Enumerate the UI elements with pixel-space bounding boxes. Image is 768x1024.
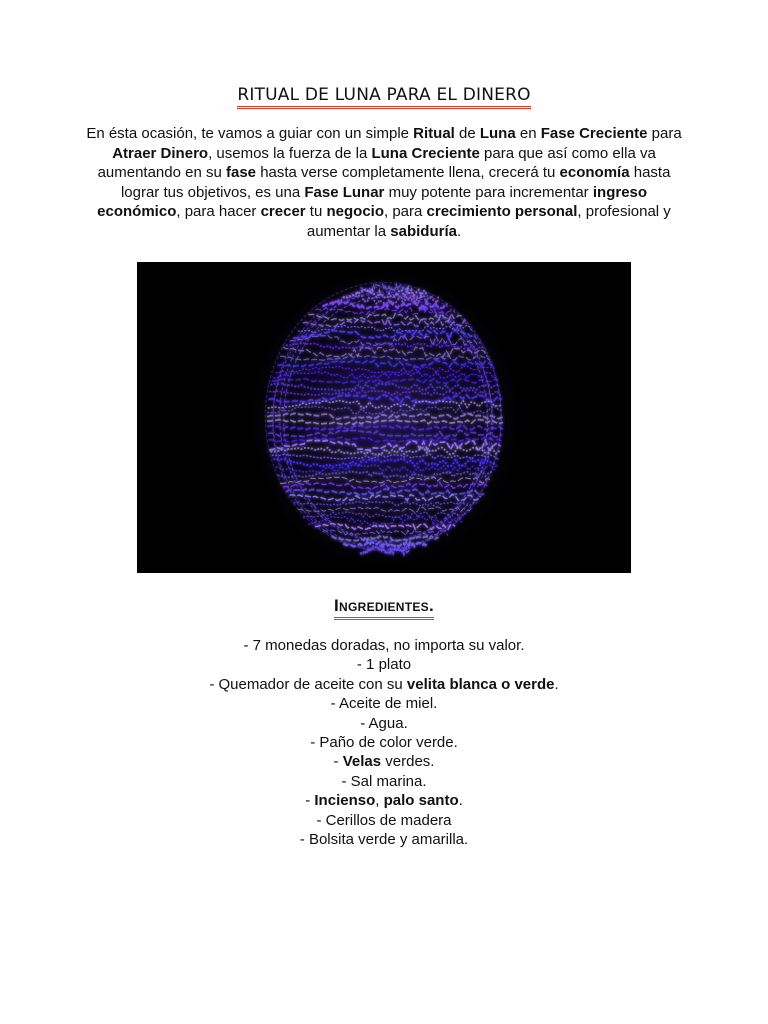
ingredient-item	[0, 675, 768, 694]
ingredient-bold-text: Incienso	[314, 792, 376, 810]
intro-text: , profesional y aumentar la	[306, 203, 671, 240]
ingredient-text: - Sal marina.	[341, 772, 427, 790]
ingredient-text: - Cerillos de madera	[316, 811, 452, 829]
ingredient-item	[0, 830, 768, 849]
light-orb-photo	[137, 262, 631, 573]
ingredient-text: - Bolsita verde y amarilla.	[299, 831, 469, 849]
ingredient-text: - Aceite de miel.	[330, 695, 438, 713]
intro-text: para que así como ella va aumentando en su	[97, 144, 656, 182]
ingredients-heading	[0, 596, 768, 620]
ingredient-item	[0, 694, 768, 713]
ingredient-item	[0, 772, 768, 791]
ingredient-item	[0, 655, 768, 674]
intro-bold-text: Atraer Dinero	[112, 144, 209, 162]
ingredient-text: - Agua.	[360, 714, 408, 732]
intro-bold-text: Luna	[479, 125, 516, 142]
ingredient-text: -	[333, 753, 343, 771]
intro-text: , para hacer	[176, 203, 261, 221]
ingredient-text: - Paño de color verde.	[310, 734, 458, 752]
ingredient-text: - 7 monedas doradas, no importa su valor.	[243, 637, 525, 654]
intro-bold-text: negocio	[326, 203, 384, 221]
intro-bold-text: Ritual	[413, 125, 455, 142]
intro-text: hasta verse completamente llena, crecerá tu	[256, 164, 560, 182]
ingredient-text: ,	[375, 792, 384, 810]
intro-text: tu	[305, 203, 327, 221]
ingredient-item	[0, 752, 768, 771]
page-title	[0, 85, 768, 109]
ingredient-text: -	[305, 792, 315, 810]
intro-bold-text: crecimiento personal	[426, 203, 578, 221]
ingredient-bold-text: velita blanca o verde	[406, 675, 555, 693]
ingredient-bold-text: palo santo	[383, 792, 459, 810]
ingredient-item	[0, 733, 768, 752]
intro-bold-text: sabiduría	[390, 222, 457, 240]
ingredient-item	[0, 636, 768, 655]
ingredient-text: .	[458, 792, 463, 810]
intro-text: hasta lograr tus objetivos, es una	[120, 164, 671, 201]
intro-bold-text: crecer	[260, 203, 306, 221]
intro-text: muy potente para incrementar	[384, 183, 593, 201]
intro-text: En ésta ocasión, te vamos a guiar con un simple	[86, 125, 414, 142]
ingredient-item	[0, 791, 768, 810]
page-title-text: RITUAL DE LUNA PARA EL DINERO	[237, 85, 530, 109]
intro-text: en	[515, 125, 541, 142]
intro-bold-text: economía	[559, 164, 630, 182]
ingredients-list	[0, 636, 768, 849]
intro-text: .	[456, 222, 462, 240]
light-orb-image	[137, 262, 631, 573]
intro-bold-text: fase	[226, 164, 257, 182]
ingredient-bold-text: Velas	[342, 753, 382, 771]
ingredient-item	[0, 811, 768, 830]
intro-bold-text: Fase Creciente	[540, 125, 648, 142]
ingredient-text: verdes.	[381, 753, 435, 771]
intro-text: de	[454, 125, 480, 142]
intro-bold-text: Fase Lunar	[304, 183, 385, 201]
intro-text: , usemos la fuerza de la	[208, 144, 372, 162]
ingredient-text: - Quemador de aceite con su	[209, 675, 407, 693]
ingredient-text: .	[554, 675, 559, 693]
intro-bold-text: Luna Creciente	[371, 144, 480, 162]
ingredients-heading-text: Ingredientes.	[334, 596, 434, 620]
ingredient-text: - 1 plato	[356, 656, 412, 674]
intro-text: , para	[384, 203, 427, 221]
intro-text: para	[647, 125, 682, 142]
intro-bold-text: ingreso económico	[97, 183, 648, 221]
ingredient-item	[0, 714, 768, 733]
intro-paragraph	[80, 124, 688, 242]
